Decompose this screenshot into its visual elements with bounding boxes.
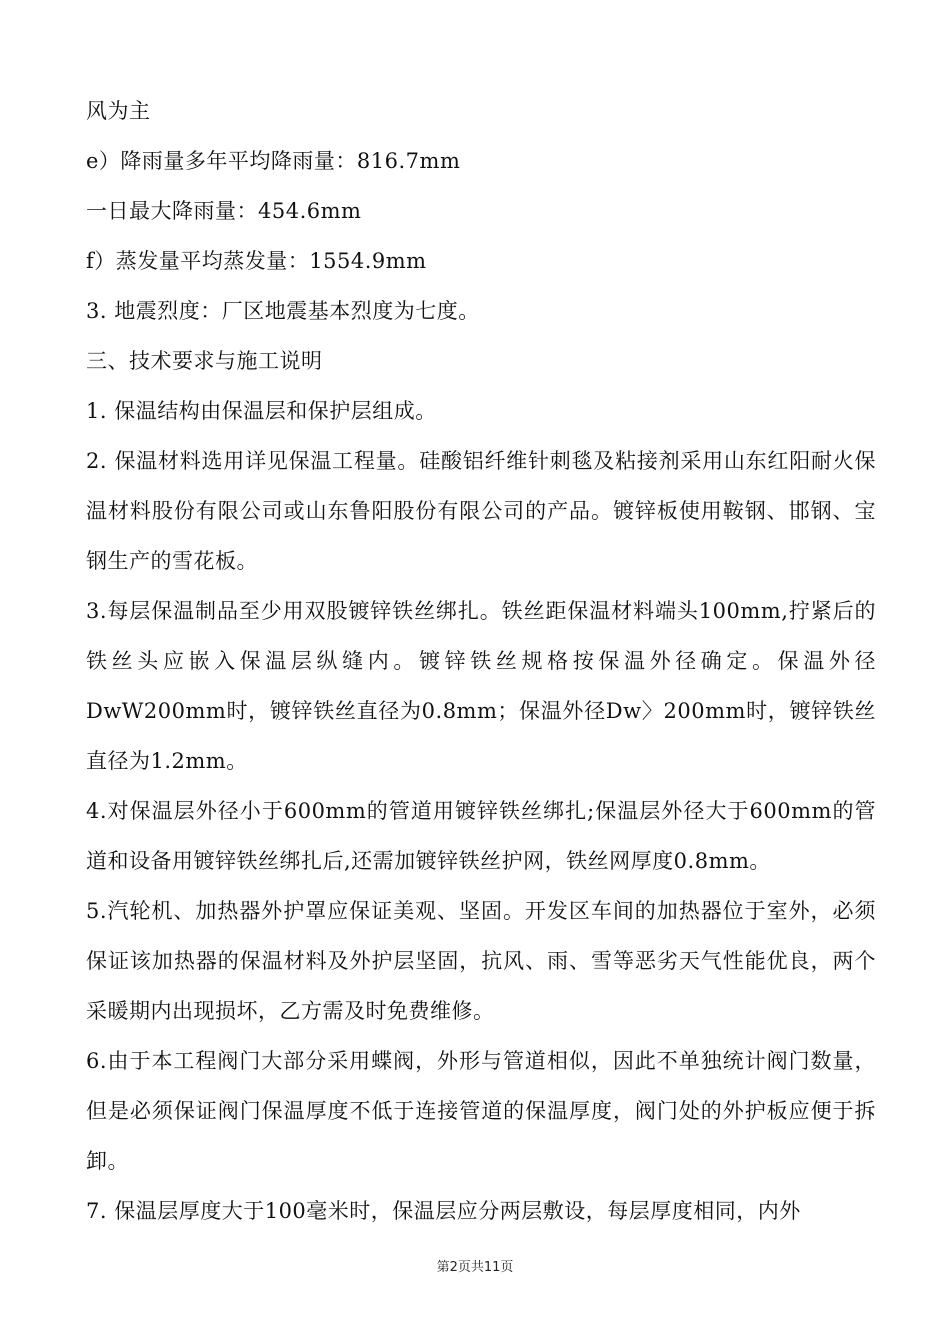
paragraph: 6.由于本工程阀门大部分采用蝶阀，外形与管道相似，因此不单独统计阀门数量，但是必须保证阀门保温厚度不低于连接管道的保温厚度，阀门处的外护板应便于拆卸。 (86, 1049, 876, 1173)
paragraph: 2. 保温材料选用详见保温工程量。硅酸铝纤维针刺毯及粘接剂采用山东红阳耐火保温材料股份有限公司或山东鲁阳股份有限公司的产品。镀锌板使用鞍钢、邯钢、宝钢生产的雪花板。 (86, 449, 876, 573)
paragraph: 3. 地震烈度：厂区地震基本烈度为七度。 (86, 299, 480, 323)
paragraph: 一日最大降雨量：454.6mm (86, 199, 362, 223)
paragraph: 风为主 (86, 99, 151, 123)
paragraph: f）蒸发量平均蒸发量：1554.9mm (86, 249, 427, 273)
page-footer: 第2页共11页 (436, 1260, 514, 1275)
paragraph: 5.汽轮机、加热器外护罩应保证美观、坚固。开发区车间的加热器位于室外，必须保证该加热器的保温材料及外护层坚固，抗风、雨、雪等恶劣天气性能优良，两个采暖期内出现损坏，乙方需及时免费维修。 (86, 899, 876, 1023)
paragraph: 7. 保温层厚度大于100毫米时，保温层应分两层敷设，每层厚度相同，内外 (86, 1199, 801, 1223)
section-heading: 三、技术要求与施工说明 (86, 349, 323, 373)
paragraph: 3.每层保温制品至少用双股镀锌铁丝绑扎。铁丝距保温材料端头100mm,拧紧后的铁丝头应嵌入保温层纵缝内。镀锌铁丝规格按保温外径确定。保温外径DwW200mm时，镀锌铁丝直径为0.8mm；保温外径Dw〉200mm时，镀锌铁丝直径为1.2mm。 (86, 599, 876, 773)
document-body (86, 86, 876, 1236)
paragraph: 1. 保温结构由保温层和保护层组成。 (86, 399, 437, 423)
paragraph: e）降雨量多年平均降雨量：816.7mm (86, 149, 461, 173)
paragraph: 4.对保温层外径小于600mm的管道用镀锌铁丝绑扎;保温层外径大于600mm的管道和设备用镀锌铁丝绑扎后,还需加镀锌铁丝护网，铁丝网厚度0.8mm。 (86, 799, 876, 873)
